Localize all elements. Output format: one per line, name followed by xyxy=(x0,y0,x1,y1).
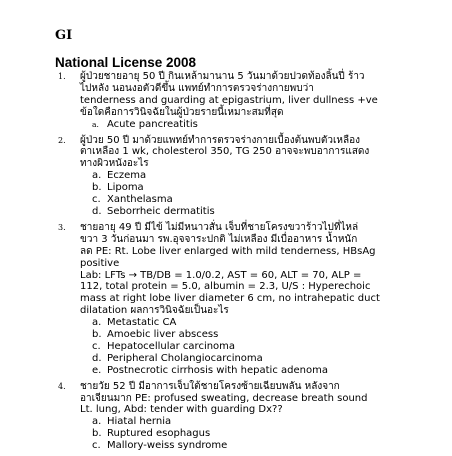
document-title: National License 2008 xyxy=(55,55,197,70)
question-text-line: ชายวัย 52 ปี มีอาการเจ็บใต้ชายโครงซ้ายเฉียบพลัน หลังจาก xyxy=(80,380,340,392)
choice-text: Postnecrotic cirrhosis with hepatic adenoma xyxy=(107,364,328,376)
answer-choice xyxy=(92,440,450,452)
choice-label: b. xyxy=(92,182,102,194)
answer-choice xyxy=(92,428,450,440)
question-text-line: Lt. lung, Abd: tender with guarding Dx?? xyxy=(80,404,283,416)
choice-label: d. xyxy=(92,352,102,364)
choice-text: Ruptured esophagus xyxy=(107,428,211,440)
choice-label: c. xyxy=(92,194,101,206)
choice-text: Hiatal hernia xyxy=(107,416,172,428)
choice-text: Peripheral Cholangiocarcinoma xyxy=(107,352,263,364)
choice-label: b. xyxy=(92,428,102,440)
answer-choice xyxy=(92,182,450,194)
question-item xyxy=(58,135,450,218)
question-text-line: Lab: LFTs → TB/DB = 1.0/0.2, AST = 60, ALT = 70, ALP = xyxy=(80,269,362,281)
choice-label: b. xyxy=(92,329,102,341)
question-text-line: ชายอายุ 49 ปี มีไข้ ไม่มีหนาวสั่น เจ็บที่ชายโครงขวาร้าวไปที่ไหล่ xyxy=(80,221,359,233)
question-stem xyxy=(80,381,450,417)
choice-label: d. xyxy=(92,205,102,217)
question-text-line: อาเจียนมาก PE: profused sweating, decrease breath sound xyxy=(80,392,368,404)
answer-choice xyxy=(92,329,450,341)
question-stem xyxy=(80,222,450,317)
question-text-line: ผู้ป่วยชายอายุ 50 ปี กินเหล้ามานาน 5 วันมาด้วยปวดท้องลิ้นปี่ ร้าว xyxy=(80,71,365,82)
choice-text: Metastatic CA xyxy=(107,317,177,329)
choice-text: Lipoma xyxy=(107,182,144,194)
question-text-line: ผู้ป่วย 50 ปี มาด้วยแพทย์ทำการตรวจร่างกายเบื้องต้นพบตัวเหลือง xyxy=(80,134,360,146)
answer-choice xyxy=(92,416,450,428)
question-item xyxy=(58,71,450,131)
question-stem xyxy=(80,135,450,171)
section-heading: GI xyxy=(55,28,73,43)
choice-text: Hepatocellular carcinoma xyxy=(107,340,236,352)
choice-label: a. xyxy=(92,170,102,182)
answer-choice xyxy=(92,353,450,365)
answer-choice xyxy=(92,194,450,206)
choice-text: Mallory-weiss syndrome xyxy=(107,440,228,452)
question-text-line: ข้อใดคือการวินิจฉัยในผู้ป่วยรายนี้เหมาะสมที่สุด xyxy=(80,106,284,118)
question-number: 2. xyxy=(58,135,66,145)
answer-choice xyxy=(92,206,450,218)
answer-choice xyxy=(92,341,450,353)
answer-choice xyxy=(92,170,450,182)
choice-label: e. xyxy=(92,364,102,376)
question-item xyxy=(58,222,450,377)
question-text-line: ตาเหลือง 1 wk, cholesterol 350, TG 250 อาจจะพบอาการแสดง xyxy=(80,146,370,158)
choice-label: c. xyxy=(92,340,101,352)
question-number: 3. xyxy=(58,222,66,232)
choice-text: Seborrheic dermatitis xyxy=(107,205,215,217)
question-text-line: mass at right lobe liver diameter 6 cm, no intrahepatic duct xyxy=(80,293,380,305)
choice-text: Amoebic liver abscess xyxy=(107,329,219,341)
choice-label: a. xyxy=(92,416,102,428)
answer-choices xyxy=(92,416,450,452)
question-text-line: dilatation ผลการวินิจฉัยเป็นอะไร xyxy=(80,305,229,317)
question-stem xyxy=(80,71,450,119)
question-text-line: tenderness and guarding at epigastrium, liver dullness +ve xyxy=(80,94,378,106)
choice-label: c. xyxy=(92,440,101,452)
question-item xyxy=(58,381,450,452)
answer-choices xyxy=(92,317,450,377)
choice-label: a. xyxy=(92,119,99,129)
question-text-line: 112, total protein = 5.0, albumin = 2.3, U/S : Hyperechoic xyxy=(80,281,371,293)
question-text-line: ขวา 3 วันก่อนมา รพ.อุจจาระปกติ ไม่เหลือง มีเบื่ออาหาร น้ำหนัก xyxy=(80,233,358,245)
choice-label: a. xyxy=(92,317,102,329)
question-number: 1. xyxy=(58,72,66,81)
choice-text: Eczema xyxy=(107,170,147,182)
answer-choice xyxy=(92,365,450,377)
answer-choices xyxy=(92,119,450,131)
choice-text: Acute pancreatitis xyxy=(107,118,198,130)
question-text-line: positive xyxy=(80,257,120,269)
question-text-line: ลด PE: Rt. Lobe liver enlarged with mild tenderness, HBsAg xyxy=(80,245,376,257)
answer-choice xyxy=(92,317,450,329)
question-text-line: ทางผิวหนังอะไร xyxy=(80,158,149,170)
answer-choices xyxy=(92,170,450,218)
choice-text: Xanthelasma xyxy=(107,194,173,206)
answer-choice xyxy=(92,119,450,131)
question-list xyxy=(58,71,450,456)
question-number: 4. xyxy=(58,381,66,391)
question-text-line: ไปหลัง นอนงอตัวดีขึ้น แพทย์ทำการตรวจร่างกายพบว่า xyxy=(80,82,314,94)
